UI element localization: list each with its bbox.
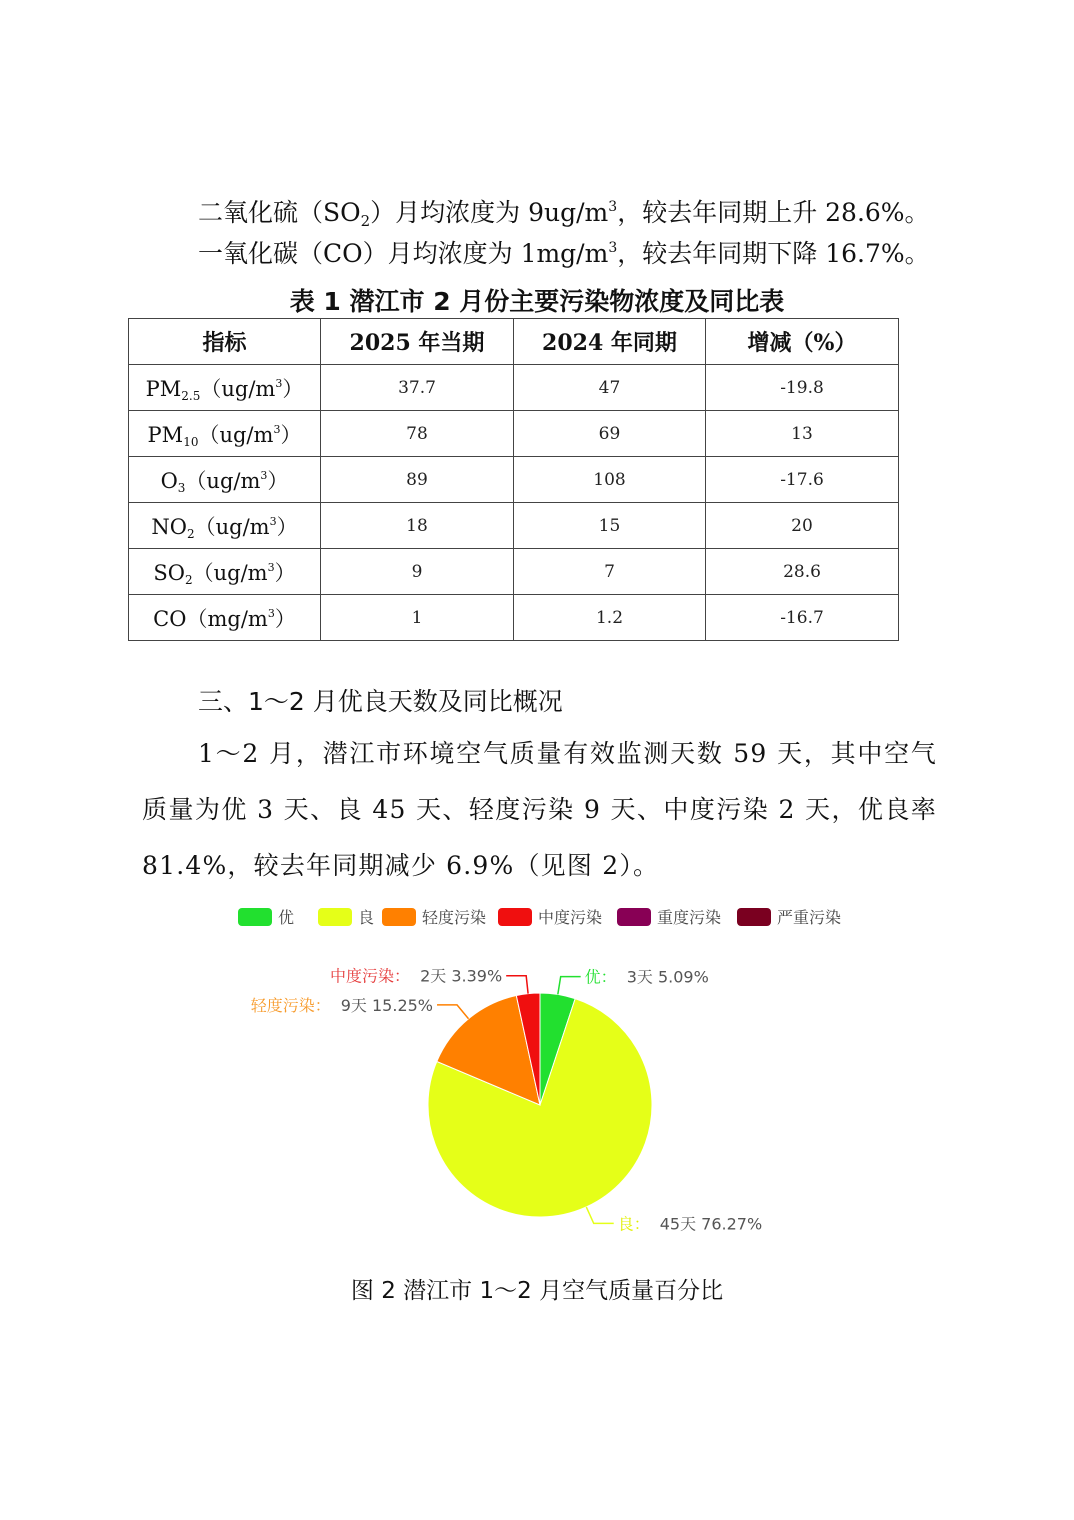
legend-item[interactable] [318, 908, 374, 927]
legend-swatch [617, 908, 651, 926]
legend-item[interactable] [737, 908, 841, 927]
current-value-cell: 37.7 [321, 365, 514, 411]
table-row [129, 549, 899, 595]
table-row [129, 503, 899, 549]
label-leader-line [586, 1207, 613, 1223]
table-row [129, 411, 899, 457]
indicator-cell: $PM_{10}(ug/m^3)$ [129, 411, 321, 457]
change-value-cell: 28.6 [706, 549, 899, 595]
header-change: 增减（%） [706, 319, 899, 365]
current-value-cell: 1 [321, 595, 514, 641]
pollutant-table [128, 318, 899, 641]
previous-value-cell: 47 [514, 365, 706, 411]
indicator-cell: $NO_2(ug/m^3)$ [129, 503, 321, 549]
slice-label-name: 中度污染： [330, 966, 411, 986]
slice-label [251, 996, 433, 1015]
figure-caption: 图 2 潜江市 1～2 月空气质量百分比 [350, 1278, 724, 1304]
legend-label: 中度污染 [538, 908, 603, 927]
previous-value-cell: 7 [514, 549, 706, 595]
change-value-cell: -19.8 [706, 365, 899, 411]
previous-value-cell: 108 [514, 457, 706, 503]
table-row [129, 595, 899, 641]
slice-label-value: 3天 5.09% [626, 967, 709, 987]
legend-swatch [318, 908, 352, 926]
slice-label [618, 1214, 762, 1233]
header-previous: 2024 年同期 [514, 319, 706, 365]
change-value-cell: 20 [706, 503, 899, 549]
slice-label [330, 967, 502, 986]
change-value-cell: -16.7 [706, 595, 899, 641]
legend-swatch [498, 908, 532, 926]
previous-value-cell: 15 [514, 503, 706, 549]
indicator-cell: $O_3(ug/m^3)$ [129, 457, 321, 503]
legend-swatch [737, 908, 771, 926]
label-leader-line [437, 1005, 468, 1019]
legend-swatch [238, 908, 272, 926]
section-body: 1～2 月，潜江市环境空气质量有效监测天数 59 天，其中空气质量为优 3 天、良 45 天、轻度污染 9 天、中度污染 2 天，优良率 81.4%，较去年同期减少 6.9%（见图 2）。 [142, 739, 937, 880]
slice-label-name: 轻度污染： [250, 995, 331, 1015]
change-value-cell: 13 [706, 411, 899, 457]
slice-label-value: 2天 3.39% [420, 966, 503, 986]
legend-label: 良 [358, 908, 375, 927]
indicator-cell: $PM_{2.5}(ug/m^3)$ [129, 365, 321, 411]
label-leader-line [506, 976, 528, 994]
current-value-cell: 78 [321, 411, 514, 457]
legend-label: 优 [278, 908, 295, 927]
legend-label: 严重污染 [777, 908, 842, 927]
legend-item[interactable] [382, 908, 486, 927]
previous-value-cell: 1.2 [514, 595, 706, 641]
indicator-cell: $SO_2(ug/m^3)$ [129, 549, 321, 595]
slice-label-name: 良： [617, 1214, 650, 1234]
legend-label: 重度污染 [657, 908, 722, 927]
pie-slices [428, 993, 652, 1217]
chart-legend [238, 908, 841, 927]
slice-label [585, 968, 709, 987]
slice-label-value: 9天 15.25% [340, 995, 434, 1015]
table-header-row [129, 319, 899, 365]
current-value-cell: 18 [321, 503, 514, 549]
legend-item[interactable] [498, 908, 602, 927]
pie-chart [0, 895, 1074, 1255]
legend-label: 轻度污染 [422, 908, 487, 927]
label-leader-line [558, 977, 581, 995]
table-row [129, 365, 899, 411]
slice-label-name: 优： [584, 967, 617, 987]
slice-label-value: 45天 76.27% [659, 1214, 763, 1234]
previous-value-cell: 69 [514, 411, 706, 457]
legend-item[interactable] [238, 908, 294, 927]
intro-line-co: 一氧化碳（CO）月均浓度为 $1mg/m^3$，较去年同期下降 16.7%。 [198, 239, 930, 268]
header-indicator: 指标 [129, 319, 321, 365]
legend-swatch [382, 908, 416, 926]
current-value-cell: 9 [321, 549, 514, 595]
current-value-cell: 89 [321, 457, 514, 503]
legend-item[interactable] [617, 908, 721, 927]
indicator-cell: $CO(mg/m^3)$ [129, 595, 321, 641]
table-title: 表 1 潜江市 2 月份主要污染物浓度及同比表 [289, 287, 785, 316]
change-value-cell: -17.6 [706, 457, 899, 503]
section-heading: 三、1～2 月优良天数及同比概况 [198, 687, 563, 716]
header-current: 2025 年当期 [321, 319, 514, 365]
table-row [129, 457, 899, 503]
intro-line-so2: 二氧化硫$(SO_2)$月均浓度为 $9ug/m^3$，较去年同期上升 28.6%。 [198, 198, 930, 230]
